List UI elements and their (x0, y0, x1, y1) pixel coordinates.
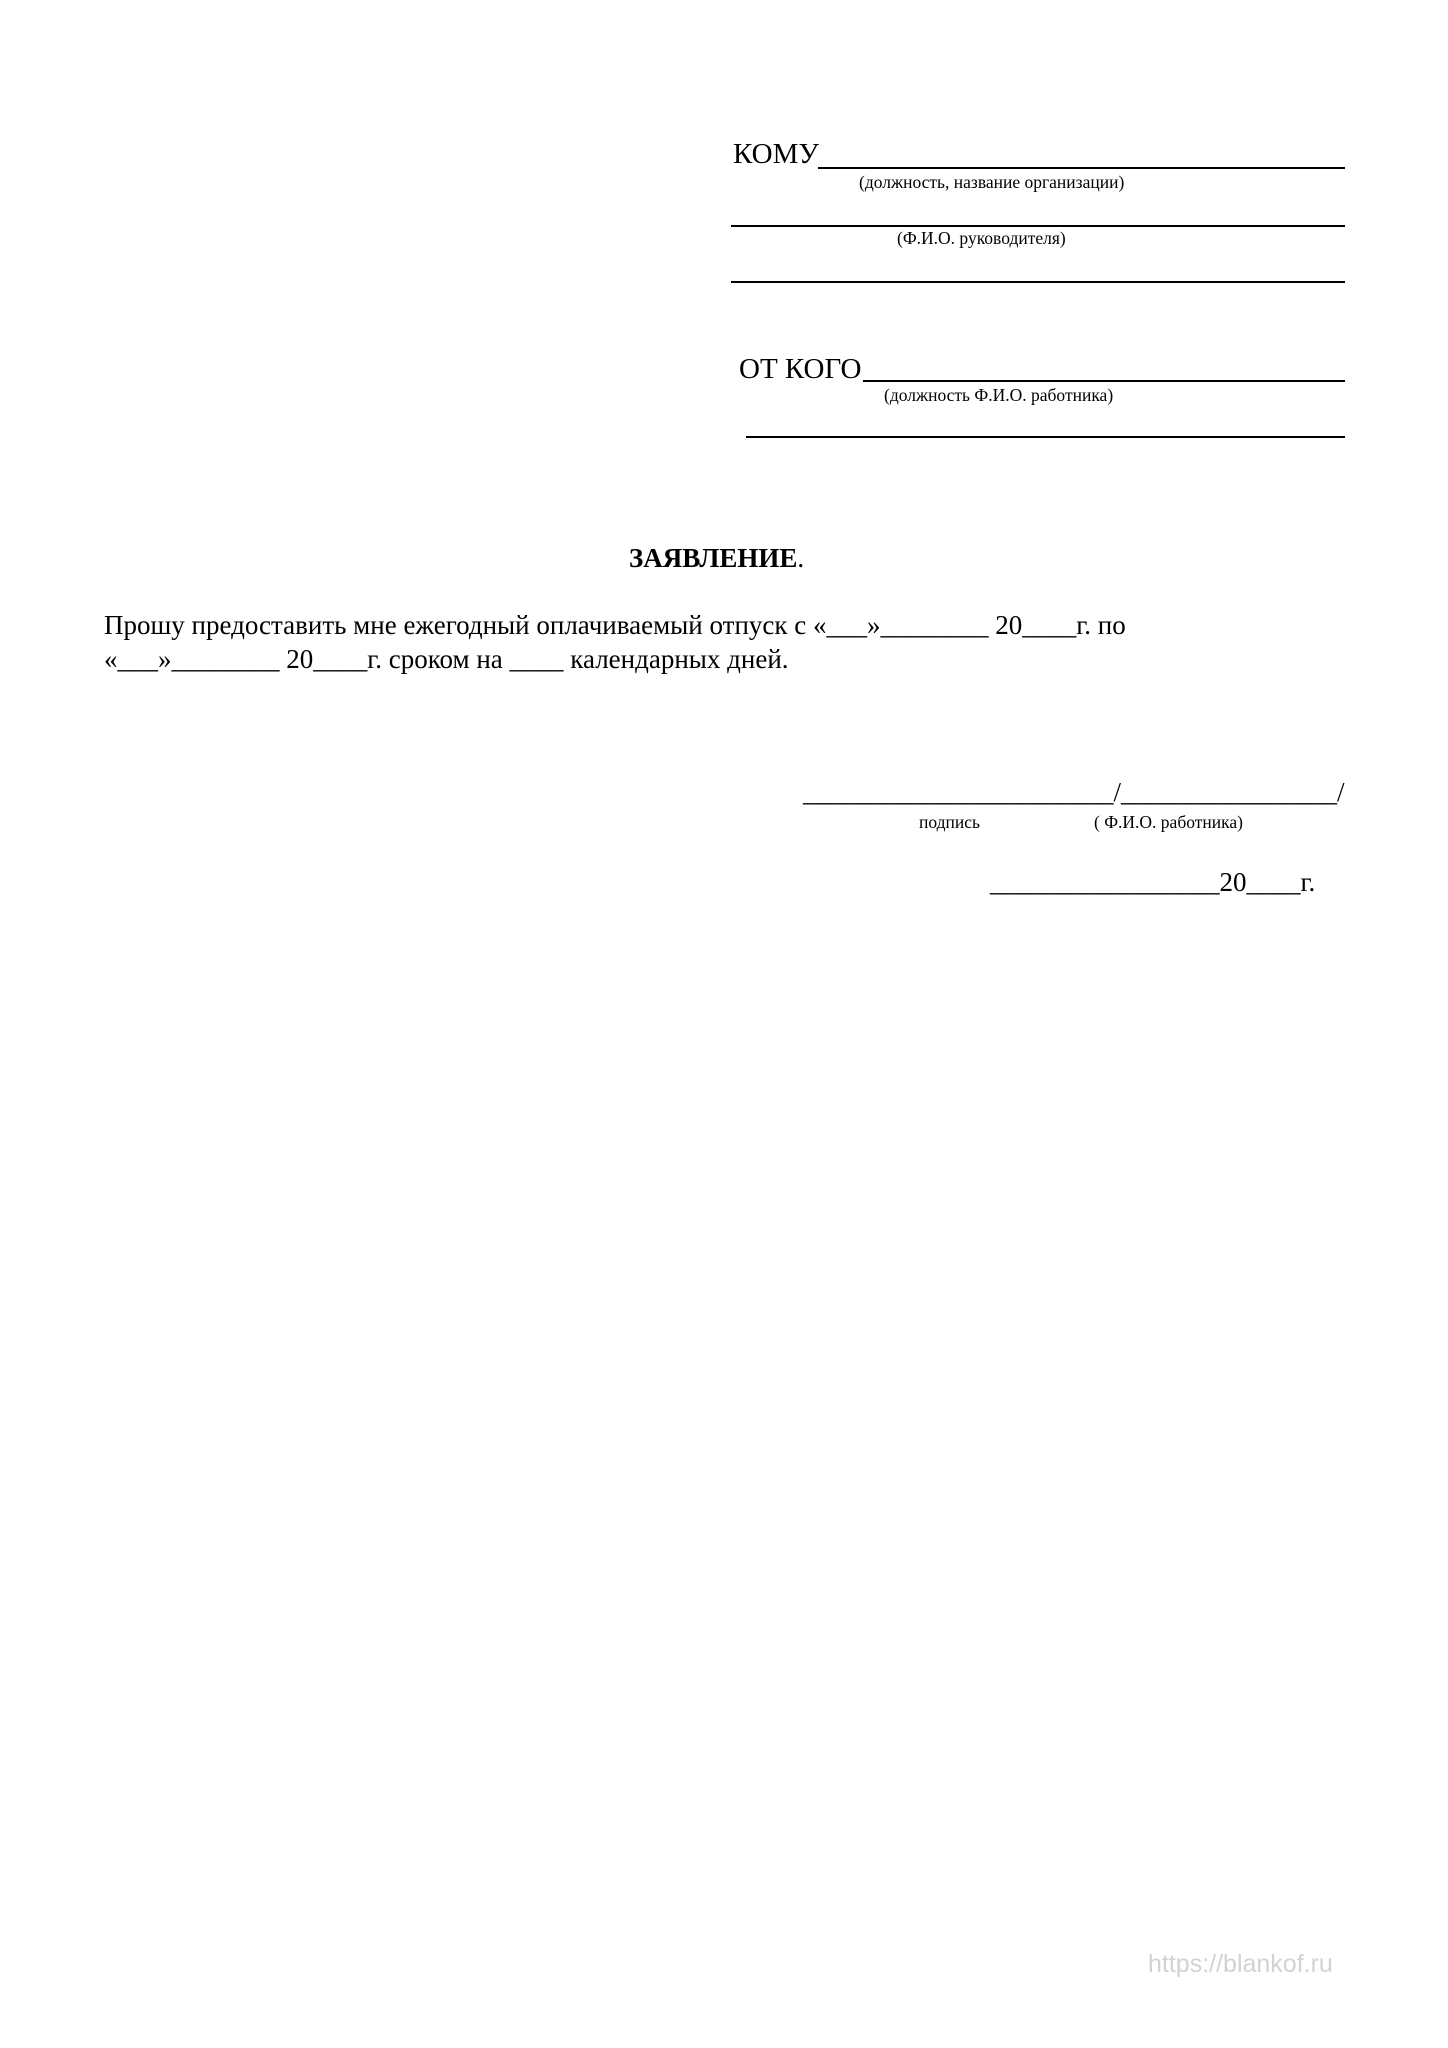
date-line: _________________20____г. (990, 867, 1316, 897)
site-watermark: https://blankof.ru (1148, 1950, 1333, 1978)
to-extra-line (731, 281, 1345, 283)
from-extra-line (746, 436, 1345, 438)
document-title-text: ЗАЯВЛЕНИЕ (629, 543, 798, 573)
body-line-1: Прошу предоставить мне ежегодный оплачиваемый отпуск с «___»________ 20____г. по (104, 610, 1126, 640)
signature-name-caption: ( Ф.И.О. работника) (1094, 812, 1243, 832)
from-line (863, 380, 1345, 382)
to-head-name-caption: (Ф.И.О. руководителя) (897, 228, 1066, 248)
document-title-dot: . (797, 543, 805, 573)
signature-line: _______________________/________________/ (803, 777, 1345, 807)
from-caption: (должность Ф.И.О. работника) (884, 385, 1114, 405)
to-head-name-line (731, 225, 1345, 227)
to-label: КОМУ (733, 138, 819, 170)
signature-caption: подпись (919, 812, 980, 832)
body-line-2: «___»________ 20____г. сроком на ____ календарных дней. (104, 644, 789, 674)
document-title (629, 545, 804, 572)
from-label: ОТ КОГО (739, 353, 862, 385)
to-position-line (818, 167, 1345, 169)
to-position-caption: (должность, название организации) (859, 172, 1125, 192)
